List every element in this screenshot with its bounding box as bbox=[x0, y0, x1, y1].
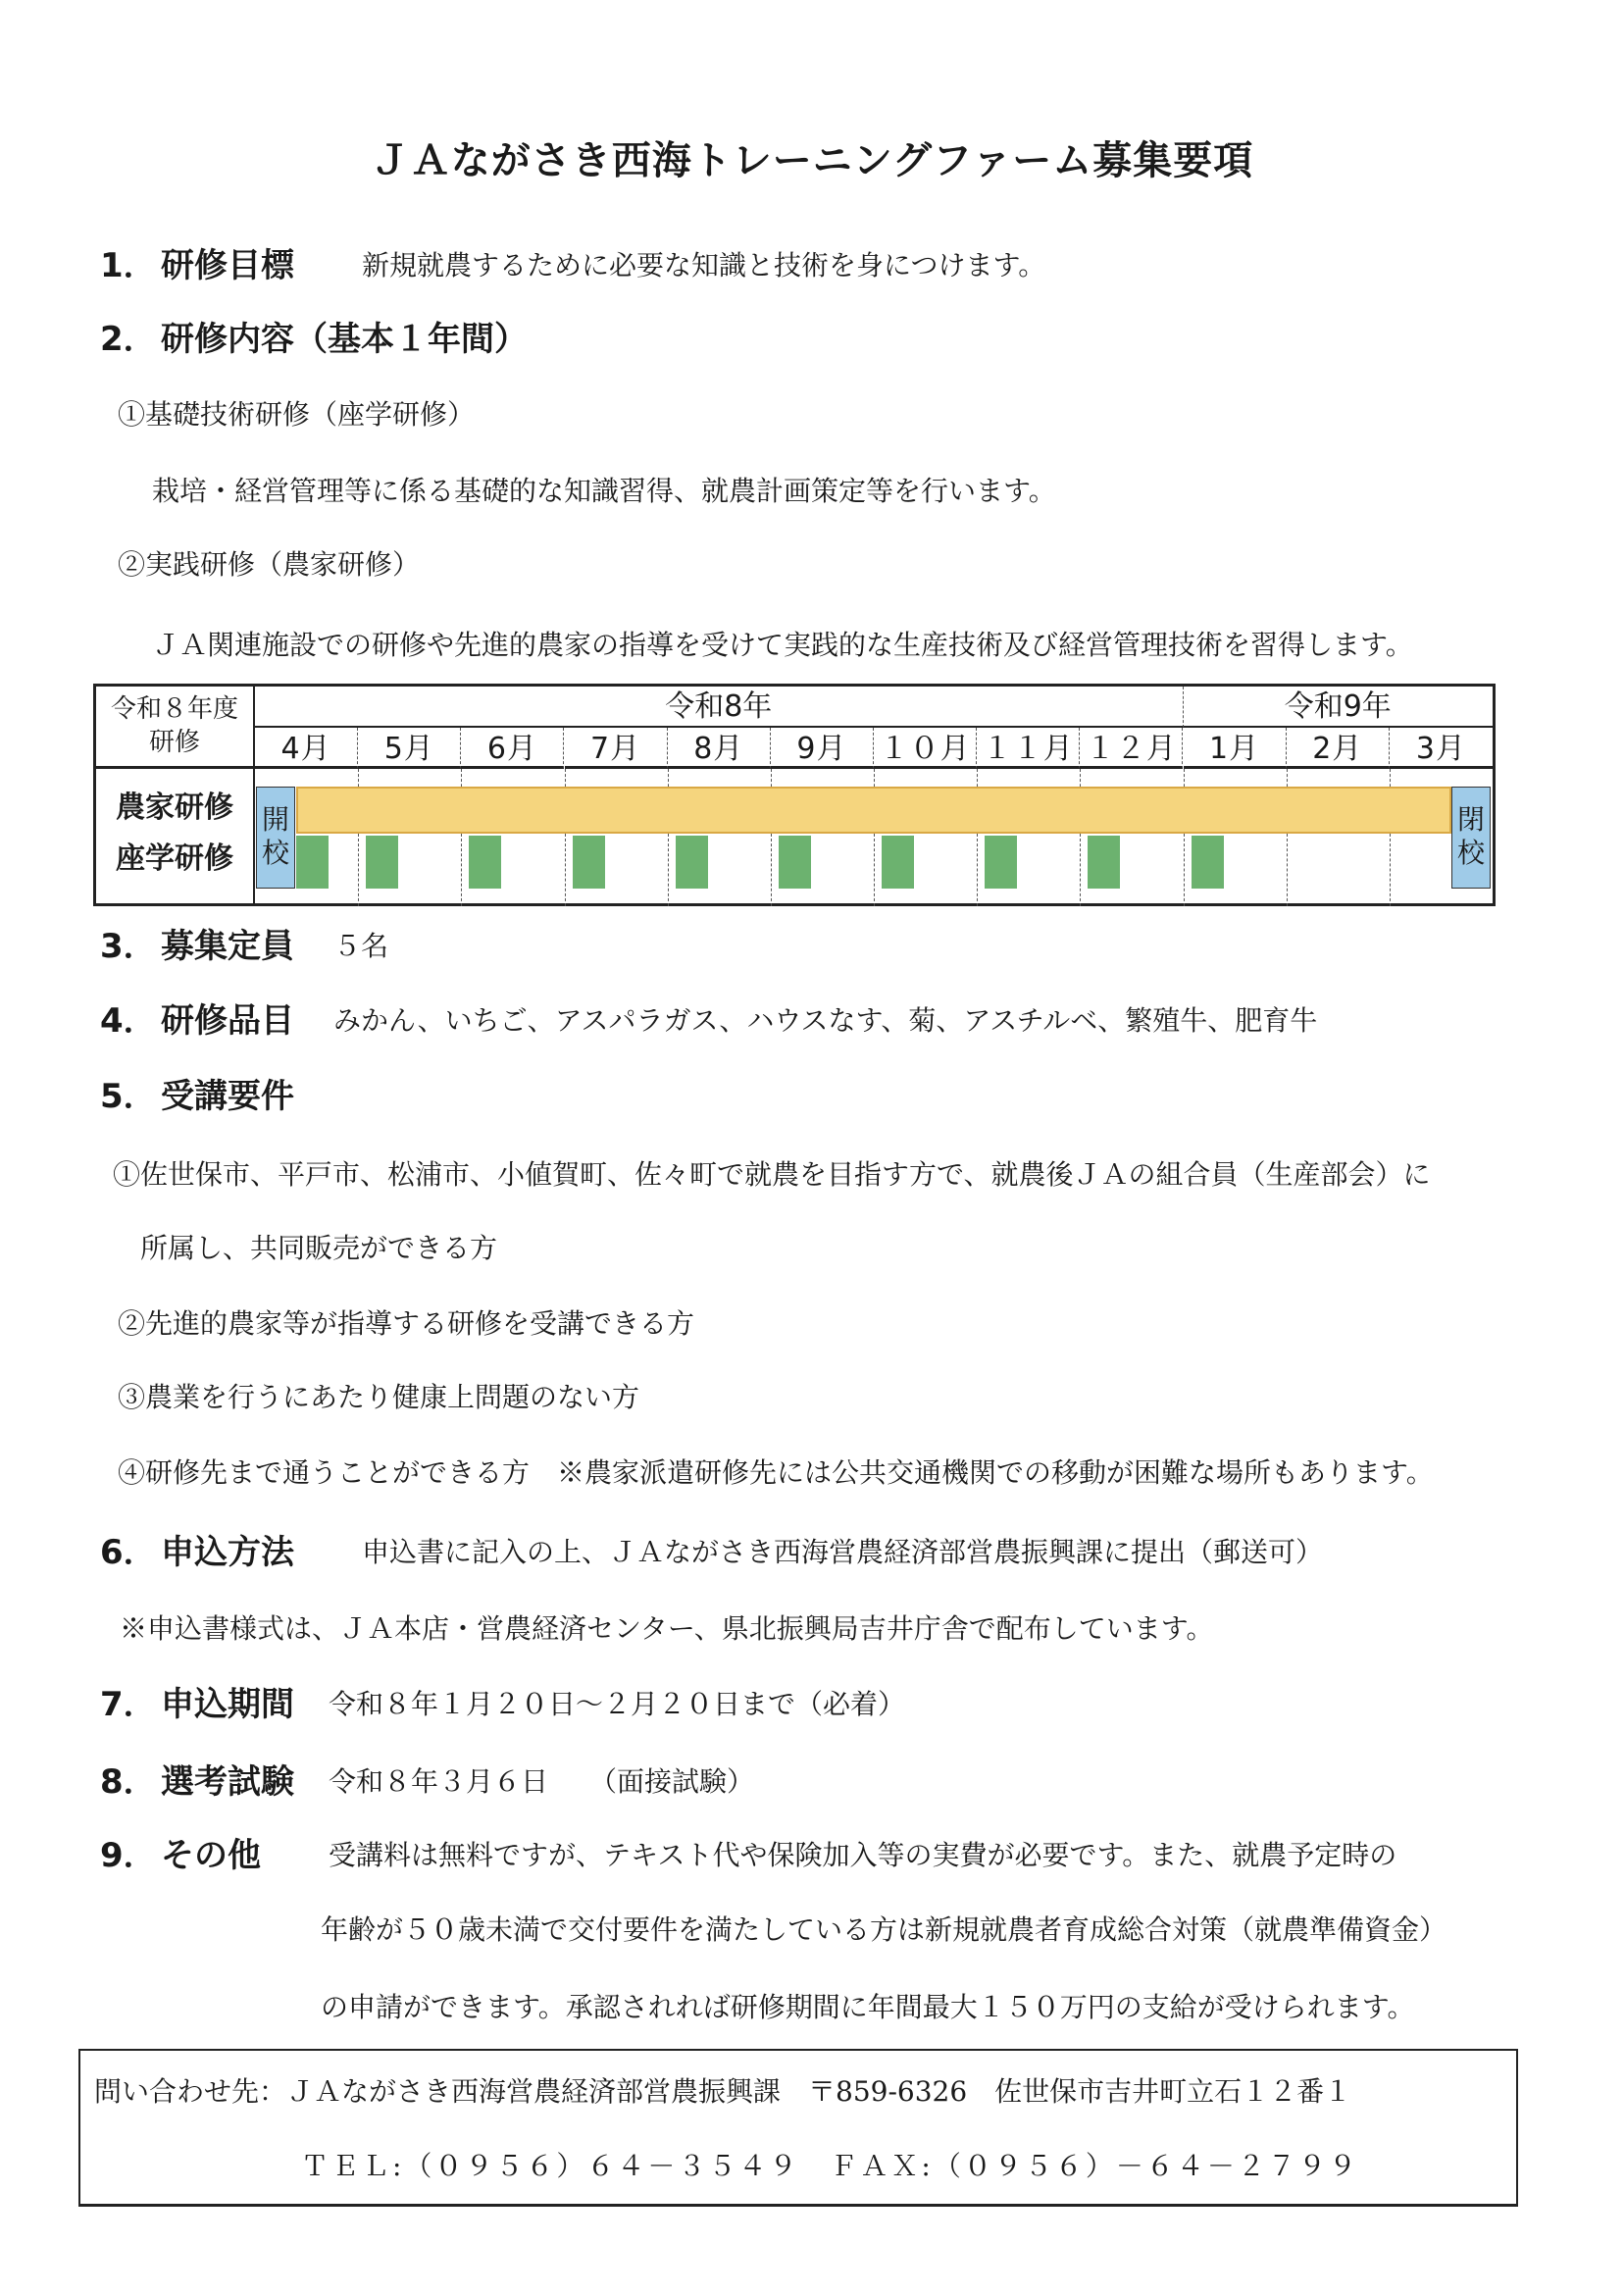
classroom-session-bar bbox=[676, 836, 708, 889]
section-number: 2． bbox=[100, 320, 157, 359]
requirement-item: ①佐世保市、平戸市、松浦市、小値賀町、佐々町で就農を目指す方で、就農後ＪＡの組合員（生産部会）に bbox=[113, 1158, 1431, 1191]
selection-exam-text: 令和８年３月６日 （面接試験） bbox=[329, 1765, 755, 1798]
section-4 bbox=[100, 1001, 294, 1041]
sub-basic-training-text: 栽培・経営管理等に係る基礎的な知識習得、就農計画策定等を行います。 bbox=[152, 475, 1056, 507]
classroom-session-bar bbox=[1088, 836, 1120, 889]
section-heading: 研修内容（基本１年間） bbox=[161, 320, 528, 359]
close-char: 校 bbox=[1456, 837, 1485, 869]
other-line: の申請ができます。承認されれば研修期間に年間最大１５０万円の支給が受けられます。 bbox=[321, 1991, 1415, 2023]
section-number: 3． bbox=[100, 927, 157, 966]
section-6 bbox=[100, 1533, 294, 1572]
section-number: 8． bbox=[100, 1762, 157, 1802]
capacity-text: ５名 bbox=[333, 930, 389, 962]
section-5 bbox=[100, 1077, 294, 1116]
application-method-text: 申込書に記入の上、ＪＡながさき西海営農経済部営農振興課に提出（郵送可） bbox=[362, 1536, 1324, 1568]
other-line: 受講料は無料ですが、テキスト代や保険加入等の実費が必要です。また、就農予定時の bbox=[329, 1839, 1397, 1871]
corner-line1: 令和８年度 bbox=[110, 694, 238, 724]
requirement-item: ②先進的農家等が指導する研修を受講できる方 bbox=[118, 1307, 695, 1340]
contact-phone-fax: ＴＥＬ:（０９５６）６４－３５４９ ＦＡＸ:（０９５６）－６４－２７９９ bbox=[301, 2150, 1359, 2182]
row-label-class: 座学研修 bbox=[116, 841, 233, 876]
section-number: 1． bbox=[100, 246, 157, 285]
opening-marker bbox=[256, 787, 295, 889]
requirement-item: 所属し、共同販売ができる方 bbox=[140, 1232, 498, 1264]
section-number: 5． bbox=[100, 1077, 157, 1116]
month-header: 3月 bbox=[1390, 728, 1493, 769]
requirement-item: ④研修先まで通うことができる方 ※農家派遣研修先には公共交通機関での移動が困難な場所もあります。 bbox=[118, 1456, 1434, 1489]
sub-practical-training-text: ＪＡ関連施設での研修や先進的農家の指導を受けて実践的な生産技術及び経営管理技術を習得します。 bbox=[152, 629, 1413, 661]
classroom-session-bar bbox=[366, 836, 398, 889]
month-header: 5月 bbox=[358, 728, 461, 769]
application-note: ※申込書様式は、ＪＡ本店・営農経済センター、県北振興局吉井庁舎で配布しています。 bbox=[120, 1612, 1214, 1645]
other-line: 年齢が５０歳未満で交付要件を満たしている方は新規就農者育成総合対策（就農準備資金） bbox=[321, 1913, 1447, 1946]
farm-training-bar bbox=[296, 787, 1451, 834]
section-1-text: 新規就農するために必要な知識と技術を身につけます。 bbox=[362, 249, 1046, 281]
section-number: 9． bbox=[100, 1836, 157, 1875]
closing-marker bbox=[1451, 787, 1491, 889]
section-2 bbox=[100, 320, 528, 359]
month-header: １２月 bbox=[1080, 728, 1183, 769]
year-header-r8: 令和8年 bbox=[255, 687, 1184, 728]
classroom-session-bar bbox=[1192, 836, 1224, 889]
contact-address: 問い合わせ先：ＪＡながさき西海営農経済部営農振興課 〒859-6326 佐世保市吉井町立石１２番１ bbox=[94, 2075, 1352, 2108]
crops-text: みかん、いちご、アスパラガス、ハウスなす、菊、アスチルベ、繁殖牛、肥育牛 bbox=[333, 1004, 1318, 1037]
month-header: 7月 bbox=[565, 728, 668, 769]
month-header: 8月 bbox=[668, 728, 771, 769]
open-char: 開 bbox=[261, 803, 289, 836]
row-label-farm: 農家研修 bbox=[116, 790, 233, 825]
contact-box bbox=[78, 2049, 1518, 2207]
corner-line2: 研修 bbox=[148, 728, 200, 757]
close-char: 閉 bbox=[1456, 803, 1485, 836]
month-header: １１月 bbox=[977, 728, 1080, 769]
section-heading: 申込方法 bbox=[161, 1533, 294, 1572]
schedule-table bbox=[93, 684, 1496, 906]
section-8 bbox=[100, 1762, 294, 1802]
month-header: 9月 bbox=[771, 728, 874, 769]
classroom-session-bar bbox=[985, 836, 1017, 889]
classroom-session-bar bbox=[469, 836, 501, 889]
sub-practical-training: ②実践研修（農家研修） bbox=[118, 548, 421, 581]
open-char: 校 bbox=[261, 837, 289, 869]
section-number: 7． bbox=[100, 1685, 157, 1724]
section-7 bbox=[100, 1685, 294, 1724]
classroom-session-bar bbox=[296, 836, 329, 889]
section-1 bbox=[100, 246, 294, 285]
corner-header bbox=[96, 687, 255, 769]
section-heading: 研修品目 bbox=[161, 1001, 294, 1041]
sub-basic-training: ①基礎技術研修（座学研修） bbox=[118, 398, 476, 431]
month-header: 1月 bbox=[1184, 728, 1287, 769]
section-heading: 募集定員 bbox=[161, 927, 294, 966]
requirement-item: ③農業を行うにあたり健康上問題のない方 bbox=[118, 1381, 640, 1413]
section-heading: その他 bbox=[161, 1836, 261, 1875]
month-header: 4月 bbox=[255, 728, 358, 769]
month-header: 2月 bbox=[1287, 728, 1390, 769]
application-period-text: 令和８年１月２０日～２月２０日まで（必着） bbox=[329, 1688, 906, 1720]
section-number: 4． bbox=[100, 1001, 157, 1041]
month-header: 6月 bbox=[461, 728, 564, 769]
section-3 bbox=[100, 927, 294, 966]
classroom-session-bar bbox=[882, 836, 914, 889]
section-heading: 選考試験 bbox=[161, 1762, 294, 1802]
row-labels bbox=[96, 769, 255, 906]
section-heading: 受講要件 bbox=[161, 1077, 294, 1116]
month-header: １０月 bbox=[874, 728, 977, 769]
section-heading: 研修目標 bbox=[161, 246, 294, 285]
section-number: 6． bbox=[100, 1533, 157, 1572]
section-heading: 申込期間 bbox=[161, 1685, 294, 1724]
section-9 bbox=[100, 1836, 261, 1875]
year-header-r9: 令和9年 bbox=[1184, 687, 1494, 728]
classroom-session-bar bbox=[573, 836, 605, 889]
page-title: ＪＡながさき西海トレーニングファーム募集要項 bbox=[370, 137, 1254, 183]
classroom-session-bar bbox=[779, 836, 811, 889]
